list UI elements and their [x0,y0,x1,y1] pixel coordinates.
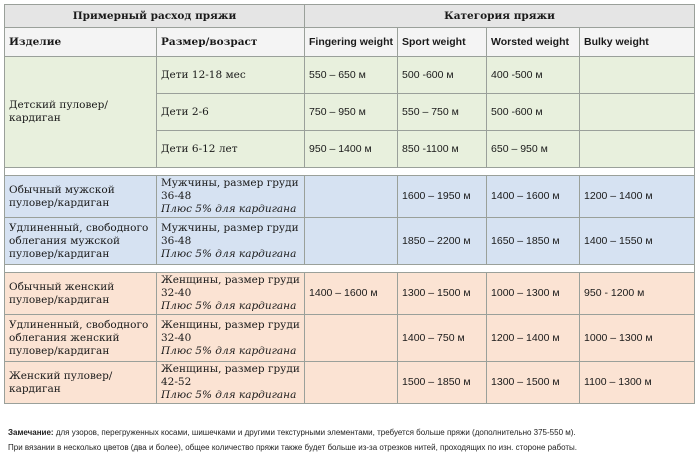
table-row [5,176,695,218]
header-row-1 [5,5,695,28]
sport-cell: 500 -600 м [398,57,487,94]
size-cell: Дети 12-18 мес [157,57,305,94]
cardigan-note: Плюс 5% для кардигана [161,203,297,215]
worsted-cell: 1300 – 1500 м [487,362,580,404]
group-separator [5,168,695,176]
sport-cell: 1500 – 1850 м [398,362,487,404]
cardigan-note: Плюс 5% для кардигана [161,344,297,357]
cardigan-note: Плюс 5% для кардигана [161,300,297,312]
bulky-cell: 1200 – 1400 м [580,176,695,218]
size-text: Женщины, размер груди 32-40 [161,318,300,344]
table-row [5,362,695,404]
sport-cell: 850 -1100 м [398,131,487,168]
col-fingering-header: Fingering weight [305,28,398,57]
size-text: Женщины, размер груди 42-52 [161,363,300,388]
bulky-cell: 1000 – 1300 м [580,315,695,362]
worsted-cell: 500 -600 м [487,94,580,131]
cardigan-note: Плюс 5% для кардигана [161,389,297,401]
footnotes [8,425,698,455]
bulky-cell [580,57,695,94]
fingering-cell [305,176,398,218]
size-cell [157,315,305,362]
bulky-cell: 1400 – 1550 м [580,218,695,265]
note-line-2: При вязании в несколько цветов (два и более), общее количество пряжи также будет больше из-за отрезков нитей, проходящих по изн. стороне работы. [8,443,578,452]
table-row [5,57,695,94]
cardigan-note: Плюс 5% для кардигана [161,247,297,260]
bulky-cell [580,131,695,168]
bulky-cell: 950 - 1200 м [580,273,695,315]
sport-cell: 1300 – 1500 м [398,273,487,315]
col-item-header: Изделие [5,28,157,57]
item-cell: Удлиненный, свободного облегания мужской пуловер/кардиган [5,218,157,265]
worsted-cell: 1000 – 1300 м [487,273,580,315]
table-row [5,218,695,265]
item-cell: Обычный мужской пуловер/кардиган [5,176,157,218]
size-cell [157,362,305,404]
item-cell: Женский пуловер/кардиган [5,362,157,404]
size-cell [157,218,305,265]
fingering-cell: 1400 – 1600 м [305,273,398,315]
worsted-cell: 1650 – 1850 м [487,218,580,265]
item-cell: Обычный женский пуловер/кардиган [5,273,157,315]
size-text: Мужчины, размер груди 36-48 [161,221,299,247]
col-size-header: Размер/возраст [157,28,305,57]
header-row-2 [5,28,695,57]
sport-cell: 1850 – 2200 м [398,218,487,265]
note-text-1: для узоров, перегруженных косами, шишечками и другими текстурными элементами, требуется больше пряжи (дополнительно 375-550 м). [55,428,576,437]
size-cell: Дети 2-6 [157,94,305,131]
fingering-cell: 550 – 650 м [305,57,398,94]
item-cell: Детский пуловер/кардиган [5,57,157,168]
worsted-cell: 650 – 950 м [487,131,580,168]
col-worsted-header: Worsted weight [487,28,580,57]
size-text: Мужчины, размер груди 36-48 [161,177,299,202]
sport-cell: 550 – 750 м [398,94,487,131]
worsted-cell: 1200 – 1400 м [487,315,580,362]
size-cell: Дети 6-12 лет [157,131,305,168]
table-row [5,315,695,362]
size-text: Женщины, размер груди 32-40 [161,274,300,299]
bulky-cell: 1100 – 1300 м [580,362,695,404]
note-line-1 [8,425,698,440]
note-label: Замечание: [8,428,54,437]
sport-cell: 1400 – 750 м [398,315,487,362]
group-separator [5,265,695,273]
worsted-cell: 400 -500 м [487,57,580,94]
col-bulky-header: Bulky weight [580,28,695,57]
fingering-cell [305,218,398,265]
sport-cell: 1600 – 1950 м [398,176,487,218]
fingering-cell [305,362,398,404]
fingering-cell: 950 – 1400 м [305,131,398,168]
size-cell [157,273,305,315]
fingering-cell [305,315,398,362]
item-cell: Удлиненный, свободного облегания женский пуловер/кардиган [5,315,157,362]
header-right-title: Категория пряжи [305,5,695,28]
yarn-consumption-table [4,4,695,404]
worsted-cell: 1400 – 1600 м [487,176,580,218]
fingering-cell: 750 – 950 м [305,94,398,131]
bulky-cell [580,94,695,131]
table-row [5,273,695,315]
header-left-title: Примерный расход пряжи [5,5,305,28]
size-cell [157,176,305,218]
col-sport-header: Sport weight [398,28,487,57]
